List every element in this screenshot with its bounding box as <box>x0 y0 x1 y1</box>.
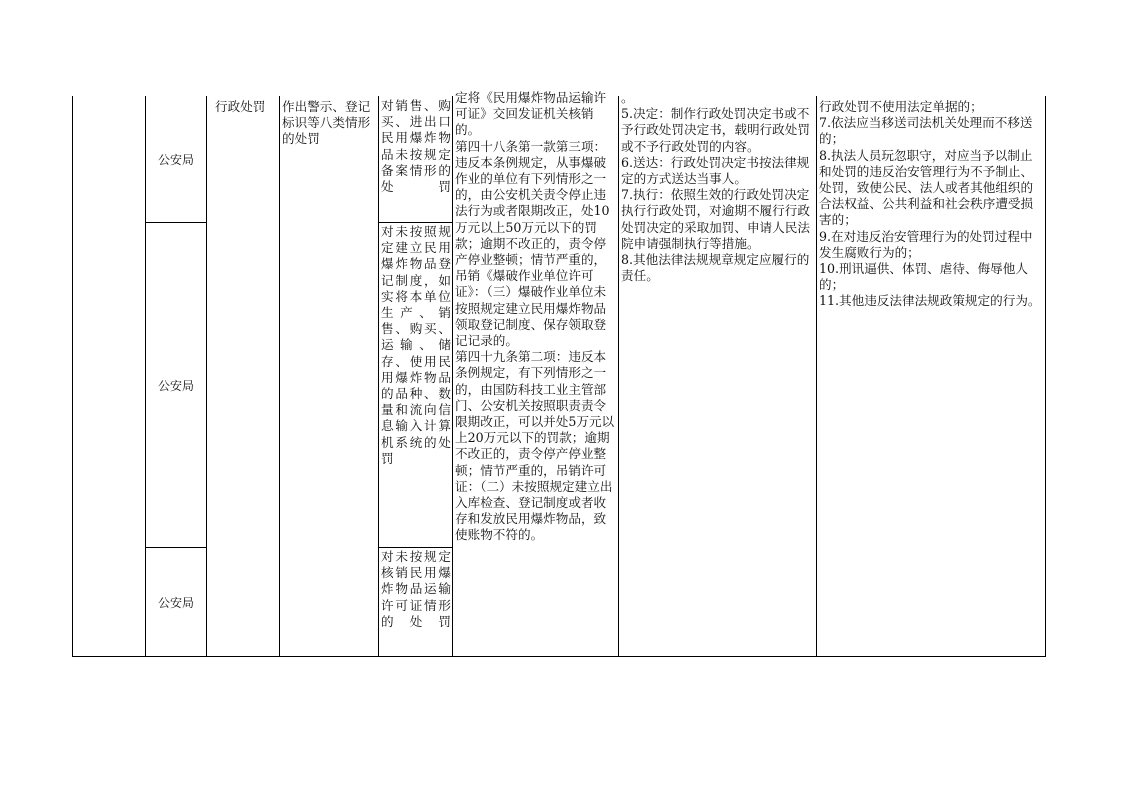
dept-cell-1: 公安局 <box>157 153 194 167</box>
row-divider-1 <box>145 222 207 223</box>
table-border-right <box>1045 96 1046 657</box>
table-border-bottom <box>72 656 1046 657</box>
dept-cell-2: 公安局 <box>157 379 194 393</box>
item-cell-3: 对未按规定核销民用爆炸物品运输许可证情形的处罚 <box>381 549 451 629</box>
row-divider-2-item <box>378 547 453 548</box>
item-cell-1: 对销售、购买、进出口民用爆炸物品未按规定备案情形的处罚 <box>381 98 451 195</box>
subject-cell: 作出警示、登记标识等八类情形的处罚 <box>282 99 371 147</box>
item-cell-2: 对未按照规定建立民用爆炸物品登记制度，如实将本单位生产、销售、购买、运输、储存、使用民用爆炸物品的品种、数量和流向信息输入计算机系统的处罚 <box>381 224 451 466</box>
table-border-left <box>72 96 73 657</box>
table-divider-6 <box>618 96 619 657</box>
table-divider-1 <box>145 96 146 657</box>
process-cell: 。 5.决定：制作行政处罚决定书或不予行政处罚决定书，载明行政处罚或不予行政处罚的内容。 6.送达：行政处罚决定书按法律规定的方式送达当事人。 7.执行：依照生效的行政处罚决定执行行政处罚，对逾期不履行行政处罚决定的采取加罚、申请人民法院申请强制执行等措施。 8.其他法律法规规章规定应履行的责任。 <box>621 90 810 284</box>
table-divider-7 <box>816 96 817 657</box>
table-divider-5 <box>452 96 453 657</box>
row-divider-2 <box>145 547 207 548</box>
table-divider-4 <box>378 96 379 657</box>
table-divider-3 <box>279 96 280 657</box>
legal-basis-cell: 定将《民用爆炸物品运输许可证》交回发证机关核销的。 第四十八条第一款第三项：违反本条例规定，从事爆破作业的单位有下列情形之一的，由公安机关责令停止违法行为或者限期改正，处10万元以上50万元以下的罚款；逾期不改正的，责令停产停业整顿；情节严重的，吊销《爆破作业单位许可证》：（三）爆破作业单位未按照规定建立民用爆炸物品领取登记制度、保存领取登记记录的。 第四十九条第二项：违反本条例规定，有下列情形之一的，由国防科技工业主管部门、公安机关按照职责责令限期改正，可以并处5万元以上20万元以下的罚款；逾期不改正的，责令停产停业整顿；情节严重的，吊销许可证：（二）未按照规定建立出入库检查、登记制度或者收存和发放民用爆炸物品，致使账物不符的。 <box>455 90 615 543</box>
table-divider-2 <box>206 96 207 657</box>
liability-cell: 行政处罚不使用法定单据的； 7.依法应当移送司法机关处理而不移送的； 8.执法人员玩忽职守，对应当予以制止和处罚的违反治安管理行为不予制止、处罚，致使公民、法人或者其他组织的合法权益、公共利益和社会秩序遭受损害的； 9.在对违反治安管理行为的处罚过程中发生腐败行为的； 10.刑讯逼供、体罚、虐待、侮辱他人的； 11.其他违反法律法规政策规定的行为。 <box>819 99 1041 309</box>
dept-cell-3: 公安局 <box>157 596 194 610</box>
row-divider-1-item <box>378 222 453 223</box>
category-cell: 行政处罚 <box>215 99 266 114</box>
